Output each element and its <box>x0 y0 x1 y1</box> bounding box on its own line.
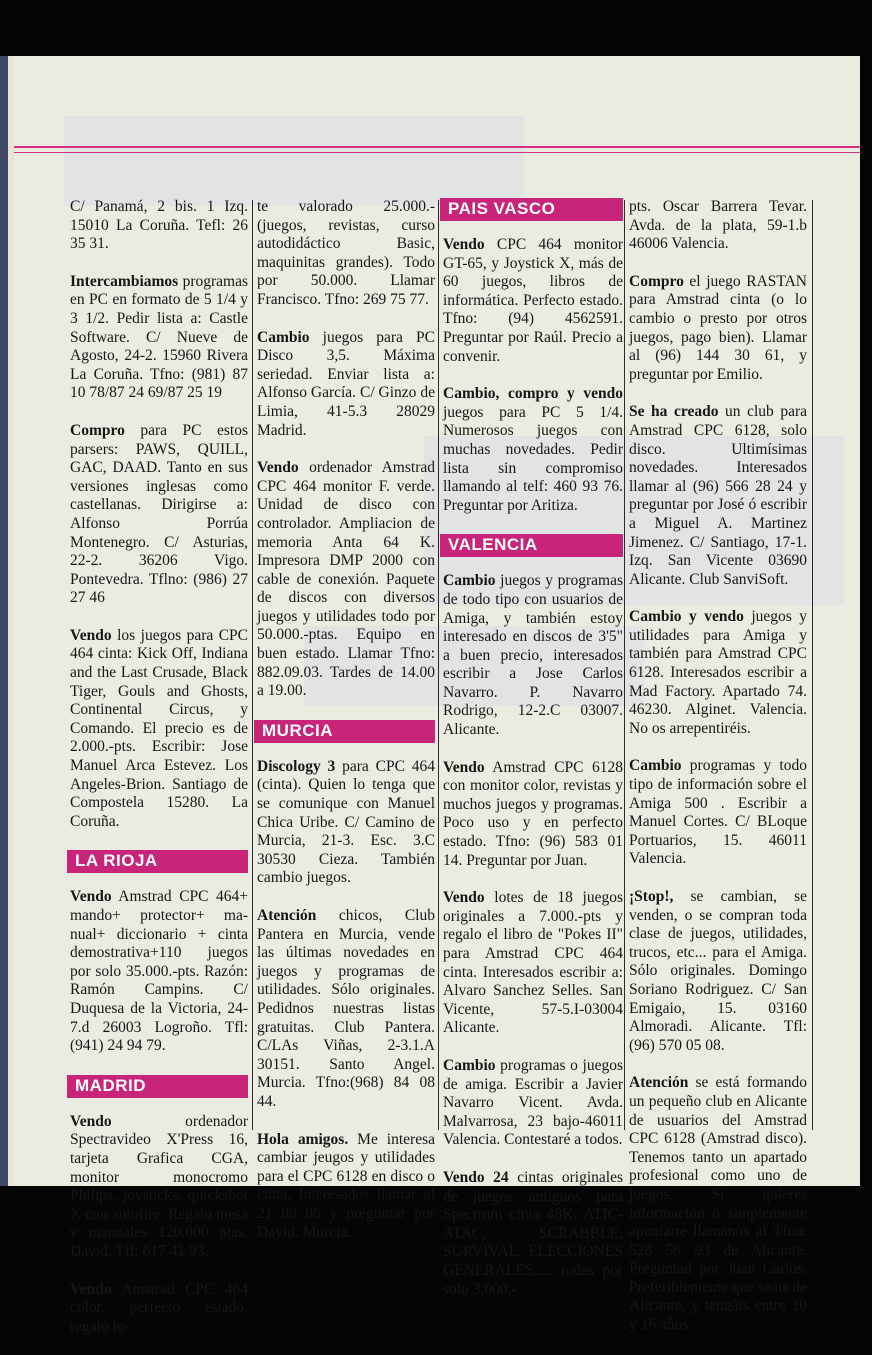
ad-text: Atención chicos, Club Pantera en Murcia, vende las últimas novedades en juegos y programas de utilidades. Sólo originales. Pedidnos nuestras listas gratuitas. Club Pantera. C/LAs Viñas, 2-3.1.A 30151. Santo Angel. Murcia. Tfno:(968) 84 08 44. <box>257 907 435 1110</box>
column-3 <box>443 198 623 1318</box>
column-2 <box>257 198 435 1261</box>
ad-text: Vendo Amstrad CPC 6128 con monitor color, revistas y muchos juegos y programas. Poco uso y en perfecto estado. Tfno: (96) 583 01 14. Preguntar por Juan. <box>443 758 623 869</box>
column-divider <box>438 200 439 1130</box>
ad-text: Hola amigos. Me interesa cambiar jeugos y utilidades para el CPC 6128 en disco o cinta, Interesados llamar al 21 89 06 y preguntar por David. Murcia. <box>257 1130 435 1241</box>
ad-text: Compro el juego RASTAN para Amstrad cinta (o lo cambio o presto por otros juegos, pago bien). Llamar al (96) 144 30 61, y preguntar por Emilio. <box>629 272 807 383</box>
ad-text: Discology 3 para CPC 464 (cinta). Quien lo tenga que se comunique con Manuel Chica Uribe. C/ Camino de Murcia, 21-3. Esc. 3.C 30530 Cieza. También cambio juegos. <box>257 757 435 887</box>
ad-text: Compro para PC estos parsers: PAWS, QUILL, GAC, DAAD. Tanto en sus versiones inglesas como castellanas. Dirigirse a: Alfonso Porrúa Montenegro. C/ Asturias, 22-2. 36206 Vigo. Pontevedra. Tflno: (986) 27 27 46 <box>70 421 248 607</box>
ad-text: pts. Oscar Barrera Tevar. Avda. de la plata, 59-1.b 46006 Valencia. <box>629 198 807 253</box>
section-heading-valencia: VALENCIA <box>440 534 623 557</box>
show-through-block <box>64 116 524 206</box>
ad-text: Cambio, compro y vendo juegos para PC 5 1/4. Numerosos juegos con muchas novedades. Pedir lista sin compromiso llamando al telf: 460 93 76. Preguntar por Aritiza. <box>443 385 623 514</box>
ad-text: Cambio programas y todo tipo de información sobre el Amiga 500 . Escribir a Manuel Cortes. C/ BLoque Portuarios, 15. 46011 Valencia. <box>629 757 807 868</box>
ad-text: Vendo lotes de 18 juegos originales a 7.000.-pts y regalo el libro de "Pokes II" para Amstrad CPC 464 cinta. Interesados escribir a: Alvaro Sanchez Selles. San Vicente, 57-5.I-03004 Alicante. <box>443 889 623 1037</box>
section-heading-madrid: MADRID <box>67 1075 248 1098</box>
section-heading-la-rioja: LA RIOJA <box>67 850 248 873</box>
top-rule-2 <box>14 152 860 153</box>
top-rule <box>14 146 860 148</box>
ad-text: Vendo Amstrad CPC 464 color, perfecto estado, regalo lo- <box>70 1280 248 1335</box>
ad-text: Cambio juegos y programas de todo tipo con usuarios de Amiga, y también estoy interesado en discos de 3'5" a buen precio, interesados escribir a Jose Carlos Navarro. P. Navarro Rodrigo, 12-2.C 03007. Alicante. <box>443 572 623 739</box>
ad-text: Atención se está formando un pequeño club en Alicante de usuarios del Amstrad CPC 6128 (Amstrad disco). Tenemos tanto un apartado profesional como uno de juegos. Si quieres información o simplemente apuntarte llamanos al Tfno. 528 56 93 de Alicante. Preguntad por Juan Carlos. Preferiblemente que seáis de Alicante, y tengáis entre 10 y 16 años. <box>629 1074 807 1334</box>
adjacent-page-edge <box>0 56 14 1186</box>
ad-text: Vendo ordenador Spectravideo X'Press 16, tarjeta Grafica CGA, monitor monocromo Philips, joysticks, quickshot X con autofire. Regalo mesa y manuales 120.000 ptas. David. Tfl: 617 41 93. <box>70 1112 248 1260</box>
ad-text: Intercambiamos programas en PC en formato de 5 1/4 y 3 1/2. Pedir lista a: Castle Software. C/ Nueve de Agosto, 24-2. 15960 Rivera La Coruña. Tfno: (981) 87 10 78/87 24 69/87 25 19 <box>70 272 248 402</box>
ad-text: Vendo los juegos para CPC 464 cinta: Kick Off, Indiana and the Last Crusade, Black Tiger, Gouls and Ghosts, Continental Circus, y Comando. El precio es de 2.000.-pts. Escribir: Jose Manuel Arca Estevez. Los Angeles-Brion. Santiago de Compostela 15280. La Coruña. <box>70 626 248 830</box>
ad-text: Vendo 24 cintas originales de juegos antiguos para Spectrum cinta 48K. ATIC-ATAC, SCRABBLE, SURVIVAL, ELECCIONES GENERALES..... todas por solo 3.000.- <box>443 1168 623 1298</box>
ad-text: Cambio programas o juegos de amiga. Escribir a Javier Navarro Vicent. Avda. Malvarrosa, 23 bajo-46011 Valencia. Contestaré a todos. <box>443 1056 623 1149</box>
magazine-page <box>14 56 860 1335</box>
ad-text: Vendo CPC 464 monitor GT-65, y Joystick X, más de 60 juegos, libros de informática. Perfecto estado. Tfno: (94) 4562591. Preguntar por Raúl. Precio a convenir. <box>443 236 623 365</box>
ad-text: C/ Panamá, 2 bis. 1 Izq. 15010 La Coruña. Tefl: 26 35 31. <box>70 198 248 253</box>
column-1 <box>70 198 248 1355</box>
ad-text: Cambio juegos para PC Disco 3,5. Máxima seriedad. Enviar lista a: Alfonso García. C/ Ginzo de Limia, 41-5.3 28029 Madrid. <box>257 328 435 439</box>
column-divider <box>252 200 253 1130</box>
ad-text: Cambio y vendo juegos y utilidades para Amiga y también para Amstrad CPC 6128. Interesados escribir a Mad Factory. Apartado 74. 46230. Alginet. Valencia. No os arrepentiréis. <box>629 608 807 737</box>
ad-text: Se ha creado un club para Amstrad CPC 6128, solo disco. Ultimísimas novedades. Interesados llamar al (96) 566 28 24 y preguntar por José ó escribir a Miguel A. Martinez Jimenez. C/ Santiago, 17-1. Izq. San Vicente 03690 Alicante. Club SanviSoft. <box>629 403 807 588</box>
section-heading-pais-vasco: PAIS VASCO <box>440 198 623 221</box>
section-heading-murcia: MURCIA <box>254 720 435 743</box>
ad-text: ¡Stop!, se cambian, se venden, o se compran toda clase de juegos, utilidades, trucos, etc... para el Amiga. Sólo originales. Domingo Soriano Rodriguez. C/ San Emigaio, 15. 03160 Almoradi. Alicante. Tfl: (96) 570 05 08. <box>629 888 807 1054</box>
ad-text: Vendo ordenador Amstrad CPC 464 monitor F. verde. Unidad de disco con controlador. Ampliacion de memoria Anta 64 K. Impresora DMP 2000 con cable de conexión. Paquete de discos con diversos juegos y utilidades todo por 50.000.-ptas. Equipo en buen estado. Llamar Tfno: 882.09.03. Tardes de 14.00 a 19.00. <box>257 459 435 700</box>
column-divider <box>812 200 813 1130</box>
column-divider <box>624 200 625 1130</box>
column-4 <box>629 198 807 1354</box>
ad-text: te valorado 25.000.- (juegos, revistas, curso autodidáctico Basic, maquinitas grandes). Todo por 50.000. Llamar Francisco. Tfno: 269 75 77. <box>257 198 435 308</box>
ad-text: Vendo Amstrad CPC 464+ mando+ protector+ ma-nual+ diccionario + cinta demostrativa+110 juegos por solo 35.000.-pts. Razón: Ramón Campins. C/ Duquesa de la Victoria, 24-7.d 26003 Logroño. Tfl: (941) 24 94 79. <box>70 888 248 1055</box>
